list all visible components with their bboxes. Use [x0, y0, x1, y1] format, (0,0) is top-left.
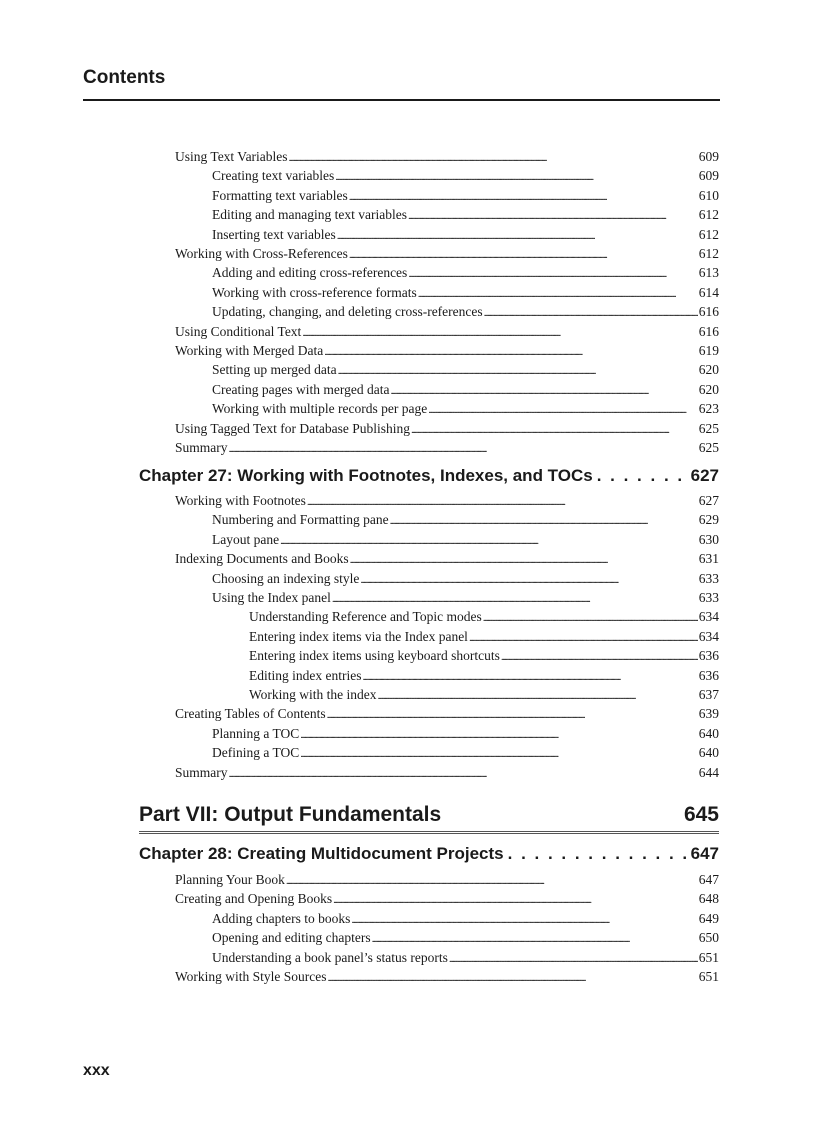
entry-title: Layout pane — [212, 531, 280, 547]
toc-entry[interactable] — [175, 890, 719, 909]
toc-entry[interactable] — [212, 361, 719, 380]
entry-page: 619 — [698, 343, 719, 358]
toc-entry[interactable] — [249, 647, 719, 666]
entry-title: Indexing Documents and Books — [175, 551, 349, 567]
entry-page: 633 — [698, 590, 719, 605]
toc-entry[interactable] — [175, 764, 719, 783]
toc-entry[interactable] — [212, 226, 719, 245]
entry-page: 644 — [698, 764, 719, 780]
toc-entry[interactable] — [212, 206, 719, 225]
dot-leader — [351, 910, 697, 929]
dot-leader — [408, 206, 698, 225]
toc-chapter-28[interactable] — [139, 843, 719, 865]
toc-entry[interactable] — [212, 744, 719, 763]
entry-page: 634 — [698, 609, 719, 625]
entry-page: 610 — [698, 187, 719, 203]
toc-entry[interactable] — [249, 628, 719, 647]
entry-page: 627 — [698, 493, 719, 508]
entry-title: Using Tagged Text for Database Publishing — [175, 420, 410, 436]
dot-leader — [484, 303, 698, 322]
dot-leader — [483, 608, 698, 627]
dot-leader — [300, 725, 697, 744]
entry-page: 609 — [698, 149, 719, 164]
part-page: 645 — [683, 803, 719, 826]
entry-title: Adding and editing cross-references — [212, 265, 408, 281]
toc-entry[interactable] — [212, 589, 719, 608]
toc-entry[interactable] — [212, 303, 719, 322]
toc-entry[interactable] — [175, 323, 719, 342]
dot-leader — [335, 167, 698, 186]
dot-leader — [501, 647, 698, 666]
entry-title: Defining a TOC — [212, 745, 300, 761]
entry-title: Understanding Reference and Topic modes — [249, 609, 482, 625]
dot-leader — [362, 667, 697, 686]
entry-page: 612 — [698, 246, 719, 261]
entry-title: Creating Tables of Contents — [175, 706, 326, 722]
entry-page: 614 — [698, 284, 719, 300]
entry-title: Working with Footnotes — [175, 493, 306, 508]
entry-page: 633 — [698, 570, 719, 586]
toc-entry[interactable] — [175, 439, 719, 458]
toc-part-7[interactable] — [139, 801, 719, 834]
entry-title: Using the Index panel — [212, 590, 331, 605]
entry-title: Entering index items using keyboard shortcuts — [249, 648, 500, 664]
entry-page: 640 — [698, 725, 719, 741]
toc-entry[interactable] — [175, 148, 719, 167]
dot-leader — [428, 400, 698, 419]
toc-entry[interactable] — [212, 511, 719, 530]
entry-page: 623 — [698, 401, 719, 417]
toc-entry[interactable] — [212, 929, 719, 948]
toc-entry[interactable] — [175, 245, 719, 264]
entry-title: Using Conditional Text — [175, 323, 302, 339]
entry-title: Formatting text variables — [212, 187, 348, 203]
dot-leader — [349, 187, 698, 206]
dot-leader — [229, 439, 698, 458]
toc-entry[interactable] — [212, 725, 719, 744]
chapter-title: Chapter 27: Working with Footnotes, Indexes, and TOCs — [139, 466, 593, 485]
toc-entry[interactable] — [212, 187, 719, 206]
entry-page: 639 — [698, 706, 719, 722]
entry-title: Planning Your Book — [175, 872, 285, 887]
dot-leader — [360, 570, 697, 589]
entry-title: Entering index items via the Index panel — [249, 628, 468, 644]
entry-page: 625 — [698, 420, 719, 436]
dot-leader — [350, 550, 698, 569]
entry-page: 636 — [698, 648, 719, 664]
entry-page: 630 — [698, 531, 719, 547]
entry-page: 647 — [698, 872, 719, 887]
toc-entry[interactable] — [249, 608, 719, 627]
toc-entry[interactable] — [175, 420, 719, 439]
dot-leader — [378, 686, 698, 705]
entry-title: Opening and editing chapters — [212, 930, 371, 946]
entry-page: 637 — [698, 687, 719, 702]
toc-entry[interactable] — [175, 705, 719, 724]
entry-title: Working with Cross-References — [175, 246, 348, 261]
entry-page: 651 — [698, 969, 719, 984]
entry-page: 609 — [698, 168, 719, 184]
dot-leader — [332, 589, 698, 608]
dot-leader — [349, 245, 698, 264]
entry-title: Creating text variables — [212, 168, 335, 184]
dot-leader — [597, 465, 687, 487]
entry-title: Adding chapters to books — [212, 910, 351, 926]
dot-leader — [508, 843, 687, 865]
entry-page: 613 — [698, 265, 719, 281]
entry-title: Understanding a book panel’s status reports — [212, 949, 448, 965]
entry-title: Creating pages with merged data — [212, 381, 390, 397]
entry-page: 612 — [698, 226, 719, 242]
dot-leader — [338, 361, 698, 380]
dot-leader — [418, 284, 698, 303]
dot-leader — [411, 420, 698, 439]
part-title: Part VII: Output Fundamentals — [139, 803, 442, 826]
entry-title: Working with cross-reference formats — [212, 284, 417, 300]
entry-page: 629 — [698, 512, 719, 528]
dot-leader — [408, 264, 697, 283]
toc-entry[interactable] — [212, 264, 719, 283]
entry-title: Working with the index — [249, 687, 377, 702]
toc-chapter-27[interactable] — [139, 465, 719, 487]
entry-page: 625 — [698, 440, 719, 455]
dot-leader — [324, 342, 697, 361]
dot-leader — [333, 890, 698, 909]
dot-leader — [302, 323, 697, 342]
entry-title: Working with Merged Data — [175, 343, 324, 358]
dot-leader — [337, 226, 698, 245]
toc-entry[interactable] — [212, 570, 719, 589]
entry-page: 649 — [698, 910, 719, 926]
toc-entry[interactable] — [175, 550, 719, 569]
entry-page: 634 — [698, 628, 719, 644]
running-header — [83, 66, 720, 101]
entry-page: 648 — [698, 891, 719, 907]
entry-title: Inserting text variables — [212, 226, 336, 242]
entry-page: 620 — [698, 381, 719, 397]
dot-leader — [286, 871, 698, 890]
toc-entry[interactable] — [212, 400, 719, 419]
entry-page: 620 — [698, 362, 719, 378]
entry-page: 631 — [698, 551, 719, 567]
entry-page: 636 — [698, 667, 719, 683]
chapter-page: 627 — [690, 466, 719, 485]
entry-title: Summary — [175, 440, 228, 455]
entry-page: 651 — [698, 949, 719, 965]
toc-entry[interactable] — [212, 531, 719, 550]
entry-title: Planning a TOC — [212, 725, 300, 741]
dot-leader — [307, 492, 698, 511]
toc-entry[interactable] — [175, 871, 719, 890]
entry-title: Editing index entries — [249, 667, 362, 683]
toc-entry[interactable] — [249, 686, 719, 705]
chapter-title: Chapter 28: Creating Multidocument Projects — [139, 844, 504, 863]
dot-leader — [327, 705, 698, 724]
entry-page: 612 — [698, 207, 719, 223]
running-header-title: Contents — [83, 67, 166, 88]
dot-leader — [328, 968, 698, 987]
entry-page: 616 — [698, 304, 719, 320]
toc-entry[interactable] — [175, 342, 719, 361]
dot-leader — [300, 744, 698, 763]
dot-leader — [390, 381, 697, 400]
toc-entry[interactable] — [212, 949, 719, 968]
dot-leader — [289, 148, 698, 167]
entry-page: 640 — [698, 745, 719, 761]
entry-title: Setting up merged data — [212, 362, 337, 378]
dot-leader — [372, 929, 698, 948]
toc-entry[interactable] — [212, 284, 719, 303]
toc-entry[interactable] — [212, 167, 719, 186]
page-number: xxx — [83, 1062, 110, 1079]
entry-title: Creating and Opening Books — [175, 891, 333, 907]
toc-entry[interactable] — [212, 381, 719, 400]
dot-leader — [229, 764, 698, 783]
dot-leader — [280, 531, 698, 550]
entry-title: Using Text Variables — [175, 149, 288, 164]
dot-leader — [390, 511, 698, 530]
entry-title: Updating, changing, and deleting cross-references — [212, 304, 483, 320]
entry-page: 650 — [698, 930, 719, 946]
entry-title: Editing and managing text variables — [212, 207, 407, 223]
entry-title: Choosing an indexing style — [212, 570, 360, 586]
toc-entry[interactable] — [249, 667, 719, 686]
entry-title: Summary — [175, 764, 228, 780]
entry-title: Numbering and Formatting pane — [212, 512, 389, 528]
chapter-page: 647 — [690, 844, 719, 863]
dot-leader — [449, 949, 698, 968]
entry-title: Working with Style Sources — [175, 969, 327, 984]
toc-entry[interactable] — [175, 492, 719, 511]
dot-leader — [469, 628, 698, 647]
toc-entry[interactable] — [212, 910, 719, 929]
entry-page: 616 — [698, 323, 719, 339]
entry-title: Working with multiple records per page — [212, 401, 428, 417]
toc-entry[interactable] — [175, 968, 719, 987]
